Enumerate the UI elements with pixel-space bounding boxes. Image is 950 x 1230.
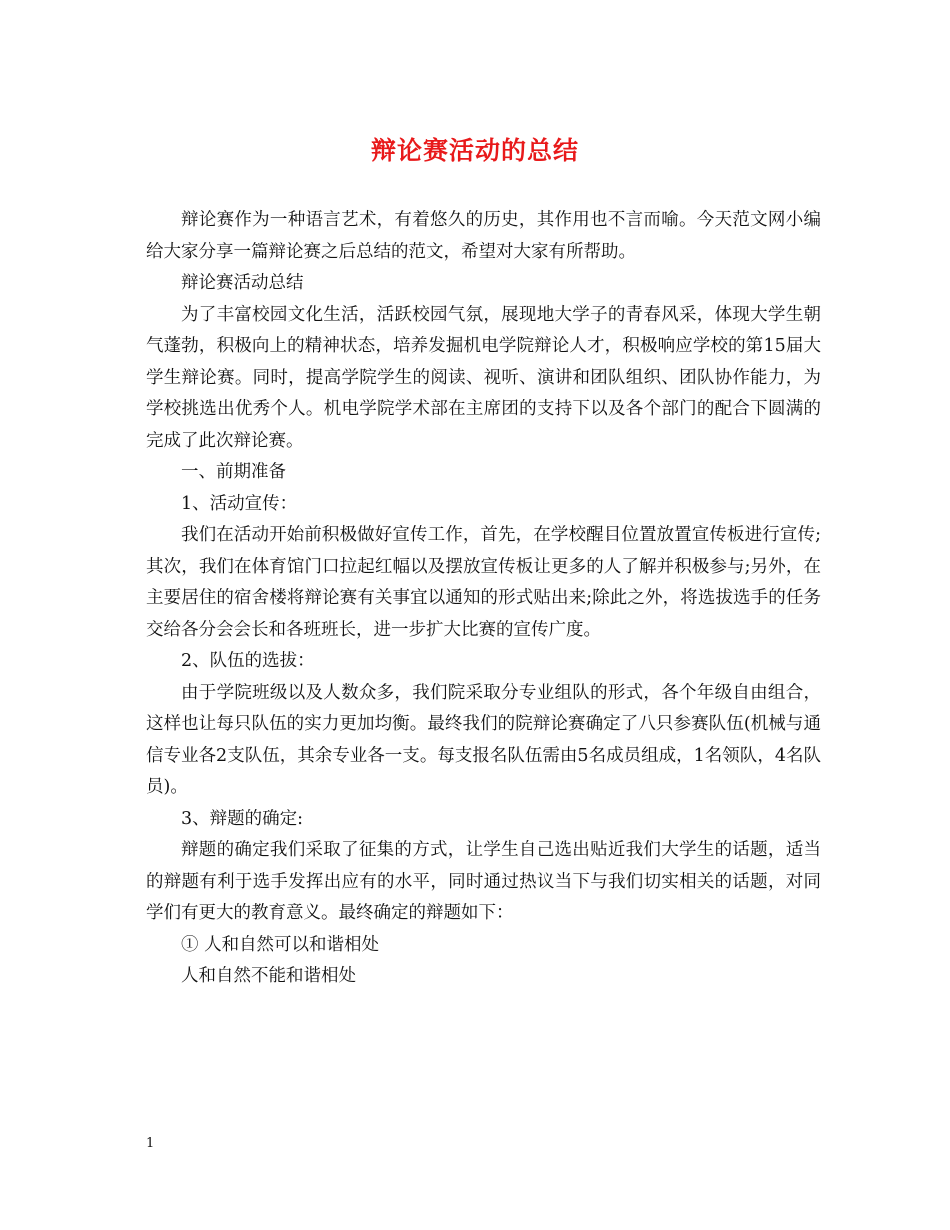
- paragraph-intro: 辩论赛作为一种语言艺术，有着悠久的历史，其作用也不言而喻。今天范文网小编给大家分享一篇辩论赛之后总结的范文，希望对大家有所帮助。: [146, 210, 821, 262]
- paragraph-purpose: 为了丰富校园文化生活，活跃校园气氛，展现地大学子的青春风采，体现大学生朝气蓬勃，积极向上的精神状态，培养发掘机电学院辩论人才，积极响应学校的第15届大学生辩论赛。同时，提高学院学生的阅读、视听、演讲和团队组织、团队协作能力，为学校挑选出优秀个人。机电学院学术部在主席团的支持下以及各个部门的配合下圆满的完成了此次辩论赛。: [146, 304, 821, 451]
- paragraph-topic: 辩题的确定我们采取了征集的方式，让学生自己选出贴近我们大学生的话题，适当的辩题有利于选手发挥出应有的水平，同时通过热议当下与我们切实相关的话题，对同学们有更大的教育意义。最终确定的辩题如下：: [146, 840, 821, 923]
- page-number: 1: [146, 1136, 155, 1151]
- document-title: 辩论赛活动的总结: [370, 136, 579, 165]
- paragraph-promotion: 我们在活动开始前积极做好宣传工作，首先，在学校醒目位置放置宣传板进行宣传;其次，我们在体育馆门口拉起红幅以及摆放宣传板让更多的人了解并积极参与;另外，在主要居住的宿舍楼将辩论赛有关事宜以通知的形式贴出来;除此之外，将选拔选手的任务交给各分会会长和各班班长，进一步扩大比赛的宣传广度。: [146, 525, 821, 640]
- topic-item-1-affirmative: ① 人和自然可以和谐相处: [181, 934, 380, 955]
- subheading-promotion: 1、活动宣传：: [181, 493, 298, 514]
- section-heading-preparation: 一、前期准备: [181, 462, 286, 482]
- paragraph-team-selection: 由于学院班级以及人数众多，我们院采取分专业组队的形式，各个年级自由组合，这样也让每只队伍的实力更加均衡。最终我们的院辩论赛确定了八只参赛队伍(机械与通信专业各2支队伍，其余专业各一支。每支报名队伍需由5名成员组成，1名领队，4名队员)。: [146, 682, 821, 797]
- paragraph-subtitle: 辩论赛活动总结: [181, 273, 304, 293]
- subheading-topic: 3、辩题的确定:: [181, 808, 304, 829]
- subheading-team-selection: 2、队伍的选拔：: [181, 651, 315, 671]
- topic-item-1-negative: 人和自然不能和谐相处: [181, 966, 356, 986]
- document-body: [146, 205, 821, 993]
